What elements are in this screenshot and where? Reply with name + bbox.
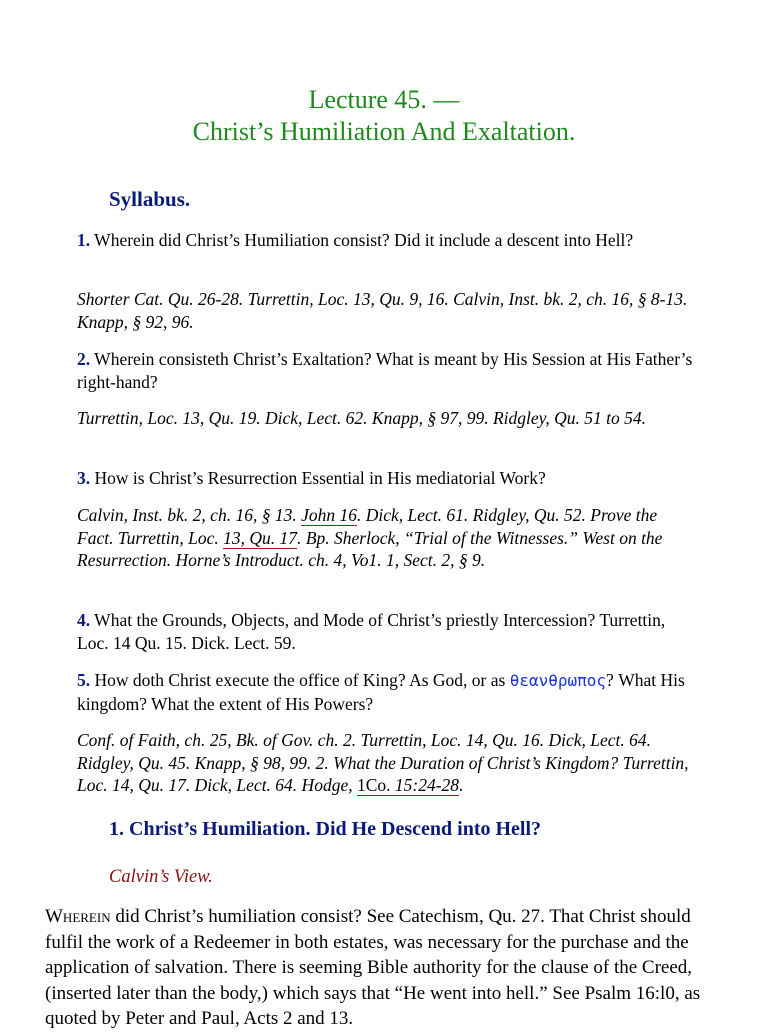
question-number: 3. xyxy=(77,468,91,488)
syllabus-references-3 xyxy=(77,504,692,572)
paragraph-lead-word: Wherein xyxy=(45,906,111,927)
reference-text: Calvin, Inst. bk. 2, ch. 16, § 13. xyxy=(77,505,302,525)
scripture-link-book: 1Co. xyxy=(356,775,395,795)
syllabus-question-1 xyxy=(77,229,697,252)
lecture-title-line-2: Christ’s Humiliation And Exaltation. xyxy=(192,117,576,146)
question-text: Wherein consisteth Christ’s Exaltation? What is meant by His Session at His Father’s right-hand? xyxy=(77,349,693,392)
scripture-link-verses: 15:24-28 xyxy=(394,775,460,795)
question-text: Wherein did Christ’s Humiliation consist? Did it include a descent into Hell? xyxy=(90,230,634,250)
syllabus-question-2 xyxy=(77,348,697,393)
question-text: How doth Christ execute the office of King? As God, or as xyxy=(90,670,510,690)
body-paragraph xyxy=(45,904,725,1032)
scripture-link-1co-15[interactable] xyxy=(357,775,459,796)
reference-text: . Dick, Lect. 61. Ridgley, Qu. 52. Prove the Fact. Turrettin, Loc. xyxy=(77,505,658,548)
syllabus-references-1: Shorter Cat. Qu. 26-28. Turrettin, Loc. 13, Qu. 9, 16. Calvin, Inst. bk. 2, ch. 16, § 8-13. Knapp, § 92, 96. xyxy=(77,289,688,332)
paragraph-text: did Christ’s humiliation consist? See Catechism, Qu. 27. That Christ should fulfil the work of a Redeemer in both estates, was necessary for the purchase and the application of salvation. There is seeming Bible authority for the clause of the Creed, (inserted later than the body,) which says that “He went into hell.” See Psalm 16:l0, as quoted by Peter and Paul, Acts 2 and 13. xyxy=(45,906,701,1029)
lecture-title-line-1: Lecture 45. — xyxy=(308,85,460,114)
question-text: What the Grounds, Objects, and Mode of Christ’s priestly Intercession? Turrettin, Loc. 14 Qu. 15. Dick. Lect. 59. xyxy=(77,610,666,653)
syllabus-question-4 xyxy=(77,609,697,654)
question-text: ? What His kingdom? What the extent of His Powers? xyxy=(77,670,685,714)
syllabus-question-5 xyxy=(77,669,697,715)
question-number: 5. xyxy=(77,670,91,690)
greek-term: θεανθρωπος xyxy=(509,671,607,690)
syllabus-question-3 xyxy=(77,467,697,490)
reference-text: . Bp. Sherlock, “Trial of the Witnesses.” West on the Resurrection. Horne’s Introduct. ch. 4, Vo1. 1, Sect. 2, § 9. xyxy=(77,527,663,570)
syllabus-references-5 xyxy=(77,729,692,797)
reference-text: Conf. of Faith, ch. 25, Bk. of Gov. ch. 2. Turrettin, Loc. 14, Qu. 16. Dick, Lect. 64. Ridgley, Qu. 45. Knapp, § 98, 99. 2. What the Duration of Christ’s Kingdom? Turrettin, Loc. 14, Qu. 17. Dick, Lect. 64. Hodge, xyxy=(77,730,689,795)
reference-text: . xyxy=(459,775,464,795)
syllabus-references-2: Turrettin, Loc. 13, Qu. 19. Dick, Lect. 62. Knapp, § 97, 99. Ridgley, Qu. 51 to 54. xyxy=(77,408,647,428)
question-number: 2. xyxy=(77,349,91,369)
syllabus-heading: Syllabus. xyxy=(109,187,191,211)
question-text: How is Christ’s Resurrection Essential in His mediatorial Work? xyxy=(90,468,546,488)
section-heading: 1. Christ’s Humiliation. Did He Descend into Hell? xyxy=(109,818,542,840)
reference-link-loc-13[interactable]: 13, Qu. 17 xyxy=(223,527,298,548)
question-number: 4. xyxy=(77,610,91,630)
question-number: 1. xyxy=(77,230,91,250)
scripture-link-john-16[interactable]: John 16 xyxy=(301,505,357,525)
subsection-heading: Calvin’s View. xyxy=(109,867,213,887)
